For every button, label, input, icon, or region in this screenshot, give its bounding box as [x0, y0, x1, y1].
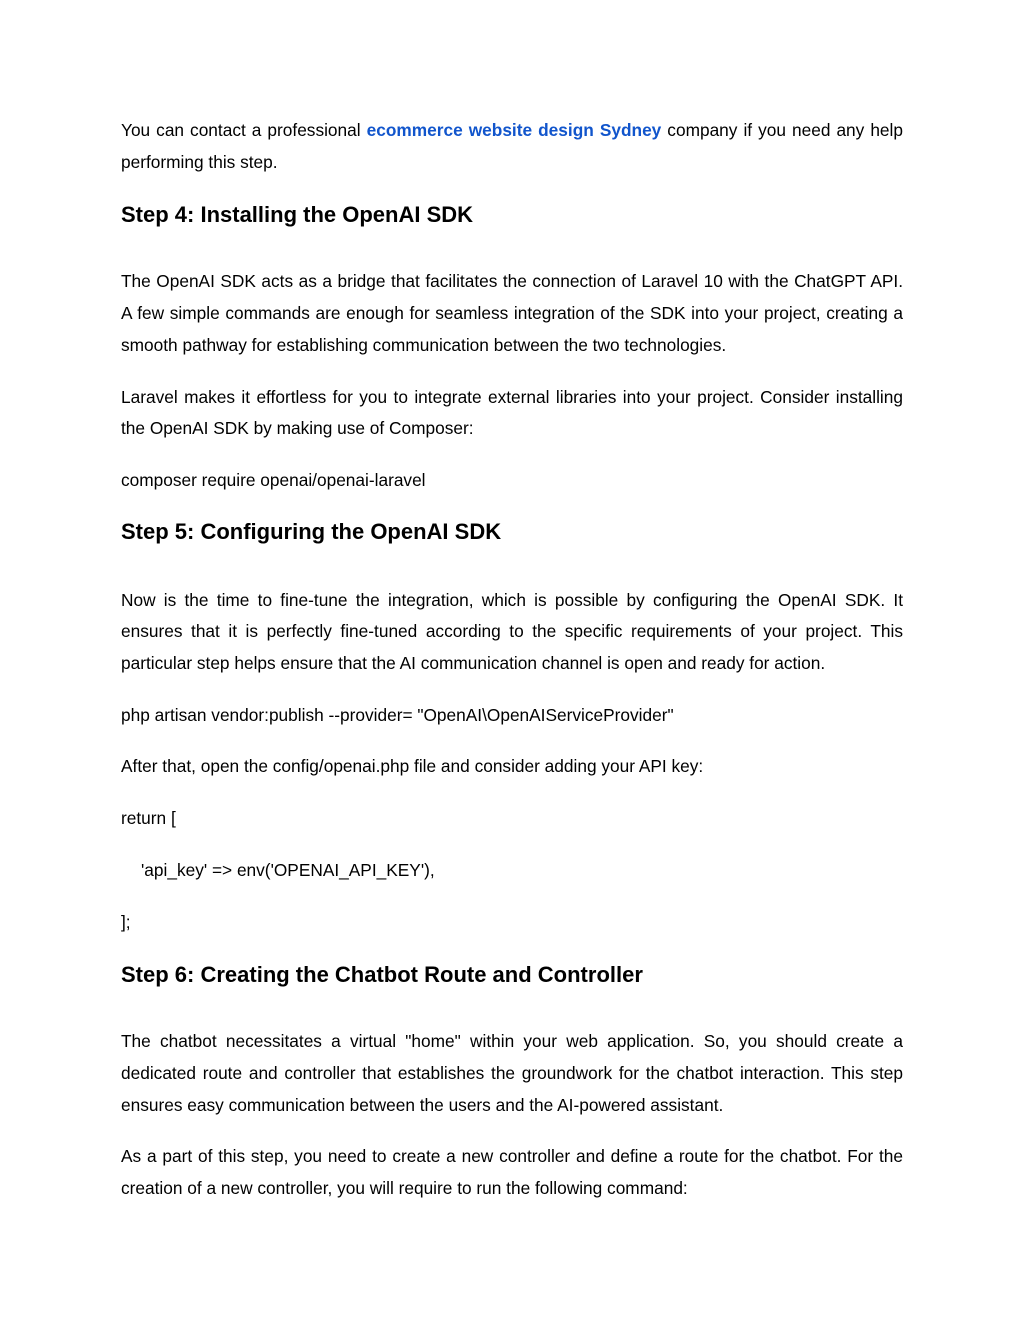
intro-text-after: company if you need any help performing this step.	[121, 120, 903, 172]
document-page	[121, 115, 903, 1225]
step5-paragraph-1: Now is the time to fine-tune the integration, which is possible by configuring the OpenAI SDK. It ensures that it is perfectly fine-tuned according to the specific requirements of your project. This particular step helps ensure that the AI communication channel is open and ready for action.	[121, 589, 903, 674]
code-line-return: return [	[121, 808, 176, 829]
step4-heading: Step 4: Installing the OpenAI SDK	[121, 202, 474, 228]
composer-command: composer require openai/openai-laravel	[121, 469, 426, 490]
step6-heading: Step 6: Creating the Chatbot Route and Controller	[121, 962, 643, 988]
step5-heading: Step 5: Configuring the OpenAI SDK	[121, 518, 502, 544]
code-line-close: ];	[121, 911, 131, 932]
step6-paragraph-1: The chatbot necessitates a virtual "home" within your web application. So, you should create a dedicated route and controller that establishes the groundwork for the chatbot interaction. This step ensures easy communication between the users and the AI-powered assistant.	[121, 1031, 903, 1115]
step5-paragraph-2: After that, open the config/openai.php file and consider adding your API key:	[121, 756, 704, 777]
artisan-command: php artisan vendor:publish --provider= "OpenAI\OpenAIServiceProvider"	[121, 704, 674, 725]
step4-paragraph-1: The OpenAI SDK acts as a bridge that facilitates the connection of Laravel 10 with the ChatGPT API. A few simple commands are enough for seamless integration of the SDK into your project, creating a smooth pathway for establishing communication between the two technologies.	[121, 271, 903, 355]
ecommerce-design-link[interactable]: ecommerce website design Sydney	[366, 120, 662, 140]
code-line-api-key: 'api_key' => env('OPENAI_API_KEY'),	[141, 859, 435, 880]
step6-paragraph-2: As a part of this step, you need to create a new controller and define a route for the chatbot. For the creation of a new controller, you will require to run the following command:	[121, 1146, 903, 1199]
intro-paragraph	[121, 115, 903, 178]
intro-text-before: You can contact a professional	[121, 120, 367, 140]
step4-paragraph-2: Laravel makes it effortless for you to integrate external libraries into your project. Consider installing the OpenAI SDK by making use of Composer:	[121, 386, 903, 439]
